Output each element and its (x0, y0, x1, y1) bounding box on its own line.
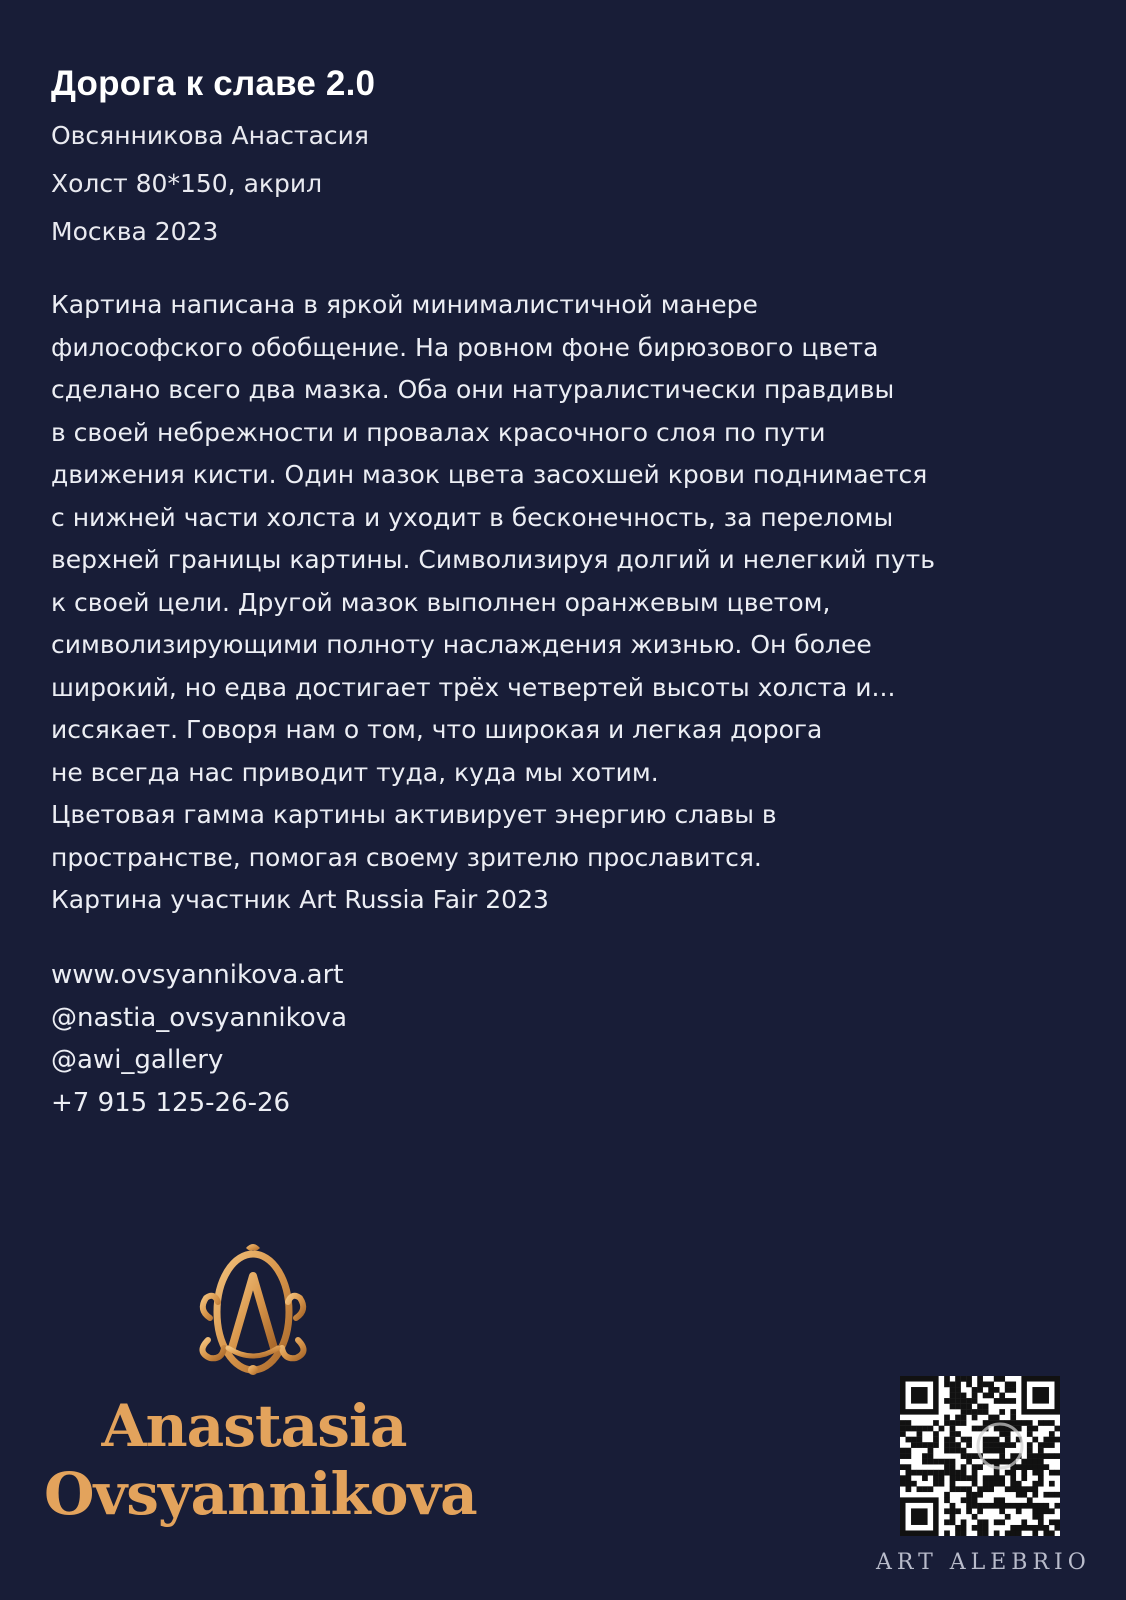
artist-instagram-handle[interactable]: @nastia_ovsyannikova (51, 1002, 348, 1033)
artwork-place-year: Москва 2023 (51, 217, 219, 246)
description-line: с нижней части холста и уходит в бесконечность, за переломы (51, 502, 894, 532)
phone-number[interactable]: +7 915 125-26-26 (51, 1087, 291, 1118)
gallery-name: ART ALEBRIO (876, 1550, 1091, 1575)
description-line: философского обобщение. На ровном фоне бирюзового цвета (51, 332, 879, 362)
description-line: к своей цели. Другой мазок выполнен оранжевым цветом, (51, 587, 831, 617)
artwork-medium: Холст 80*150, акрил (51, 169, 323, 198)
description-line: Картина написана в яркой минималистичной манере (51, 290, 758, 319)
description-line: в своей небрежности и провалах красочного слоя по пути (51, 417, 826, 447)
description-line: символизирующими полноту наслаждения жизнью. Он более (51, 630, 872, 659)
description-line: движения кисти. Один мазок цвета засохшей крови поднимается (51, 460, 928, 489)
gallery-instagram-handle[interactable]: @awi_gallery (51, 1045, 224, 1075)
description-line: верхней границы картины. Символизируя долгий и нелегкий путь (51, 545, 935, 574)
description-line: иссякает. Говоря нам о том, что широкая и легкая дорога (51, 715, 823, 744)
artwork-title: Дорога к славе 2.0 (51, 64, 376, 103)
artwork-description (51, 284, 1091, 922)
artist-name: Овсянникова Анастасия (51, 121, 369, 150)
brand-name-first: Anastasia (101, 1392, 407, 1460)
description-line: Картина участник Art Russia Fair 2023 (51, 885, 549, 914)
description-line: пространстве, помогая своему зрителю прославится. (51, 842, 762, 872)
description-line: не всегда нас приводит туда, куда мы хотим. (51, 757, 659, 787)
description-line: сделано всего два мазка. Оба они натуралистически правдивы (51, 375, 895, 404)
description-line: Цветовая гамма картины активирует энергию славы в (51, 800, 777, 829)
brand-name (44, 1392, 477, 1528)
monogram-logo-icon (188, 1240, 318, 1378)
brand-name-last: Ovsyannikova (44, 1460, 477, 1528)
artwork-info (51, 56, 1081, 256)
contacts (51, 954, 347, 1124)
qr-code-icon[interactable] (900, 1376, 1060, 1536)
description-line: широкий, но едва достигает трёх четвертей высоты холста и... (51, 672, 896, 702)
website-link[interactable]: www.ovsyannikova.art (51, 960, 344, 990)
